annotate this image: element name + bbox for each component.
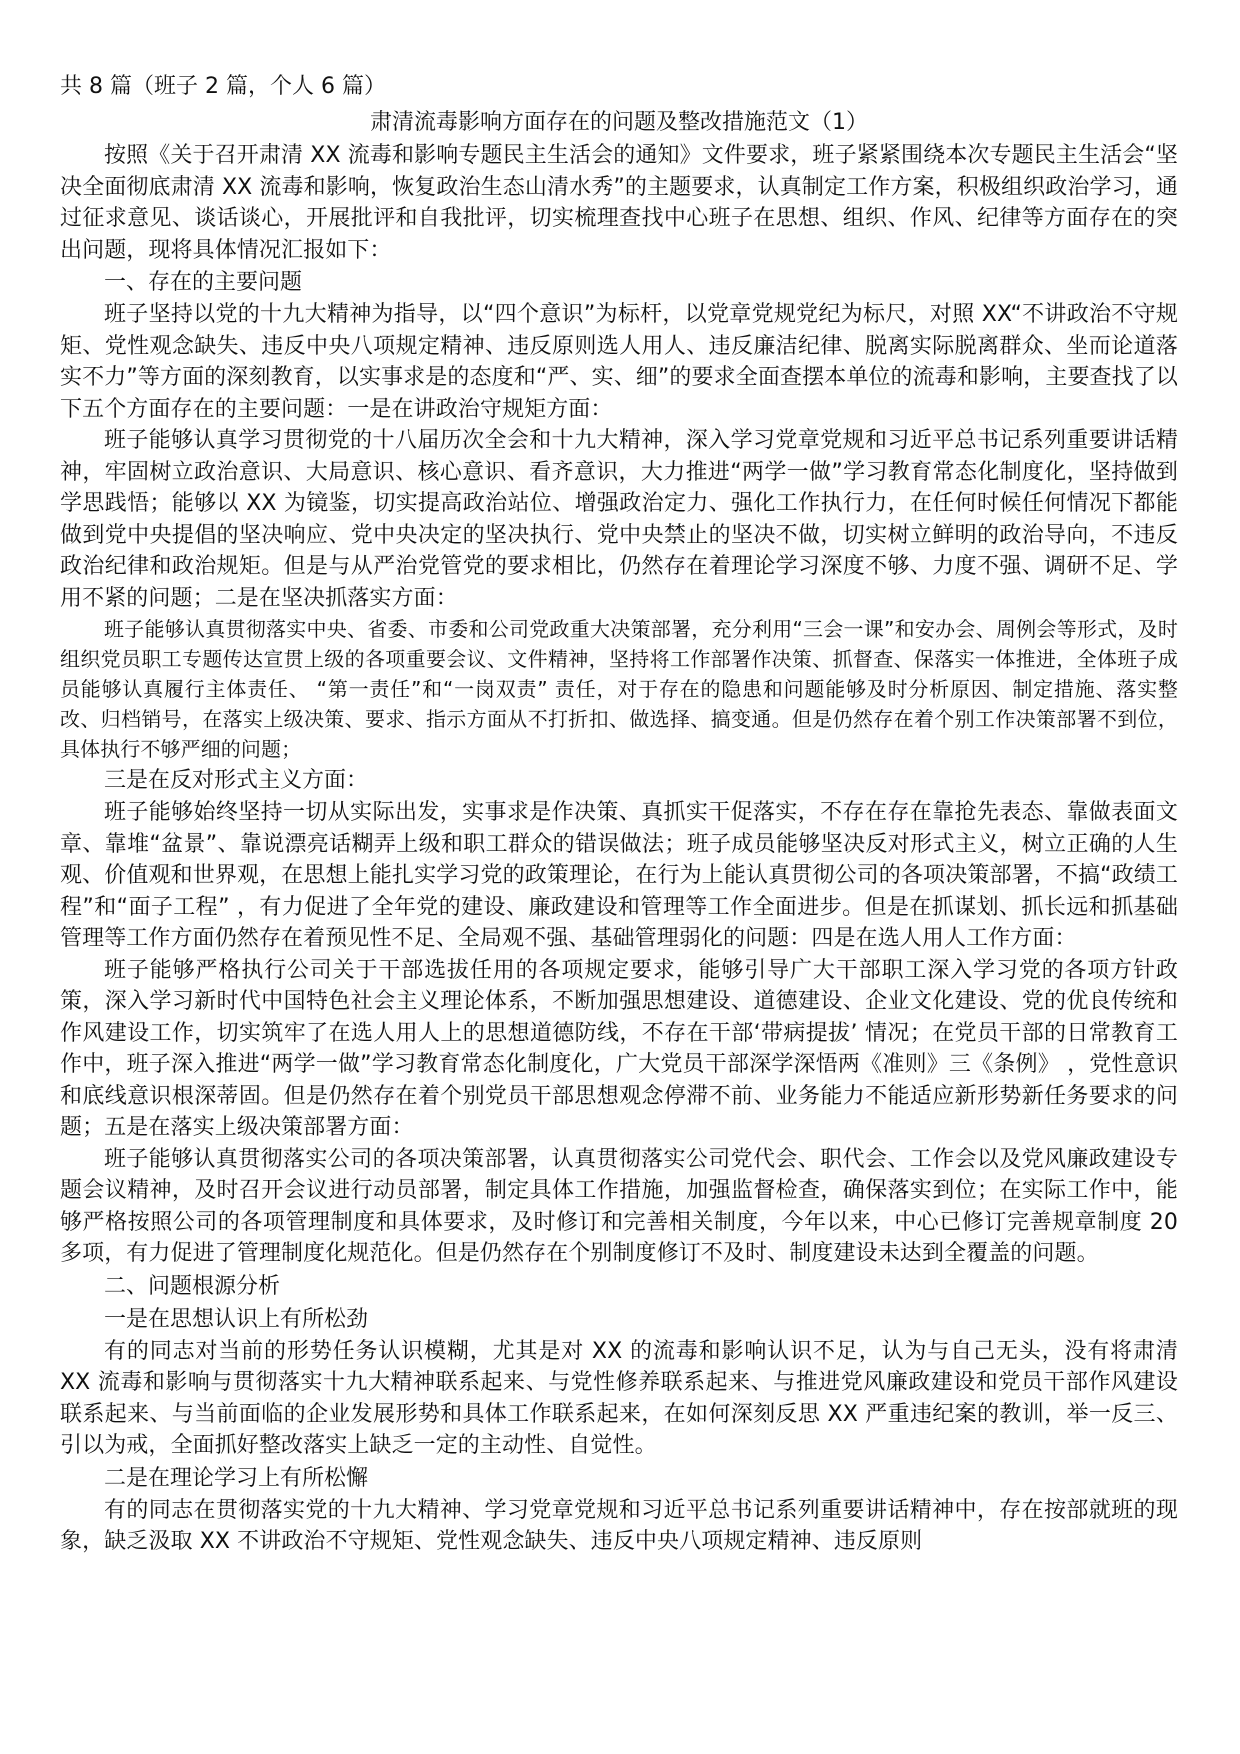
section-heading-main-problems: 一、存在的主要问题 [104, 270, 303, 295]
body-paragraph: 有的同志在贯彻落实党的十九大精神、学习党章党规和习近平总书记系列重要讲话精神中，存在按部就班的现象，缺乏汲取 XX 不讲政治不守规矩、党性观念缺失、违反中央八项规定精神、违反原则 [60, 1497, 1178, 1554]
section-heading-root-causes: 二、问题根源分析 [104, 1273, 281, 1299]
body-paragraph: 班子能够始终坚持一切从实际出发，实事求是作决策、真抓实干促落实，不存在存在靠抢先表态、靠做表面文章、靠堆“盆景”、靠说漂亮话糊弄上级和职工群众的错误做法；班子成员能够坚决反对形式主义，树立正确的人生观、价值观和世界观，在思想上能扎实学习党的政策理论，在行为上能认真贯彻公司的各项决策部署，不搞“政绩工程”和“面子工程” ，有力促进了全年党的建设、廉政建设和管理等工作全面进步。但是在抓谋划、抓长远和抓基础管理等工作方面仍然存在着预见性不足、全局观不强、基础管理弱化的问题：四是在选人用人工作方面： [60, 800, 1178, 951]
body-paragraph: 班子能够认真学习贯彻党的十八届历次全会和十九大精神，深入学习党章党规和习近平总书记系列重要讲话精神，牢固树立政治意识、大局意识、核心意识、看齐意识，大力推进“两学一做”学习教育常态化制度化，坚持做到学思践悟；能够以 XX 为镜鉴，切实提高政治站位、增强政治定力、强化工作执行力，在任何时候任何情况下都能做到党中央提倡的坚决响应、党中央决定的坚决执行、党中央禁止的坚决不做，切实树立鲜明的政治导向，不违反政治纪律和政治规矩。但是与从严治党管党的要求相比，仍然存在着理论学习深度不够、力度不强、调研不足、学用不紧的问题；二是在坚决抓落实方面： [60, 428, 1178, 611]
subheading-ideological: 一是在思想认识上有所松劲 [104, 1306, 369, 1332]
document-title: 肃清流毒影响方面存在的问题及整改措施范文（1） [370, 110, 868, 135]
body-paragraph: 班子坚持以党的十九大精神为指导，以“四个意识”为标杆，以党章党规党纪为标尺，对照 XX“不讲政治不守规矩、党性观念缺失、违反中央八项规定精神、违反原则选人用人、违反廉洁纪律、脱离实际脱离群众、坐而论道落实不力”等方面的深刻教育，以实事求是的态度和“严、实、细”的要求全面查摆本单位的流毒和影响，主要查找了以下五个方面存在的主要问题：一是在讲政治守规矩方面： [60, 302, 1178, 422]
subheading-theory-study: 二是在理论学习上有所松懈 [104, 1465, 369, 1491]
body-paragraph: 班子能够严格执行公司关于干部选拔任用的各项规定要求，能够引导广大干部职工深入学习党的各项方针政策，深入学习新时代中国特色社会主义理论体系，不断加强思想建设、道德建设、企业文化建设、党的优良传统和作风建设工作，切实筑牢了在选人用人上的思想道德防线，不存在干部‘带病提拔’ 情况；在党员干部的日常教育工作中，班子深入推进“两学一做”学习教育常态化制度化，广大党员干部深学深悟两《准则》三《条例》 ，党性意识和底线意识根深蒂固。但是仍然存在着个别党员干部思想观念停滞不前、业务能力不能适应新形势新任务要求的问题；五是在落实上级决策部署方面： [60, 957, 1178, 1140]
body-paragraph: 有的同志对当前的形势任务认识模糊，尤其是对 XX 的流毒和影响认识不足，认为与自己无头，没有将肃清 XX 流毒和影响与贯彻落实十九大精神联系起来、与党性修养联系起来、与推进党风廉政建设和党员干部作风建设联系起来、与当前面临的企业发展形势和具体工作联系起来，在如何深刻反思 XX 严重违纪案的教训，举一反三、引以为戒，全面抓好整改落实上缺乏一定的主动性、自觉性。 [60, 1338, 1178, 1458]
subheading-formalism: 三是在反对形式主义方面： [104, 768, 369, 793]
document-page [60, 70, 1178, 1558]
body-paragraph: 班子能够认真贯彻落实中央、省委、市委和公司党政重大决策部署，充分利用“三会一课”和安办会、周例会等形式，及时组织党员职工专题传达宣贯上级的各项重要会议、文件精神，坚持将工作部署作决策、抓督查、保落实一体推进，全体班子成员能够认真履行主体责任、 “第一责任”和“一岗双责” 责任，对于存在的隐患和问题能够及时分析原因、制定措施、落实整改、归档销号，在落实上级决策、要求、指示方面从不打折扣、做选择、搞变通。但是仍然存在着个别工作决策部署不到位，具体执行不够严细的问题； [60, 617, 1178, 761]
body-paragraph: 班子能够认真贯彻落实公司的各项决策部署，认真贯彻落实公司党代会、职代会、工作会以及党风廉政建设专题会议精神，及时召开会议进行动员部署，制定具体工作措施，加强监督检查，确保落实到位；在实际工作中，能够严格按照公司的各项管理制度和具体要求，及时修订和完善相关制度，今年以来，中心已修订完善规章制度 20 多项，有力促进了管理制度化规范化。但是仍然存在个别制度修订不及时、制度建设未达到全覆盖的问题。 [60, 1146, 1178, 1266]
document-count-note: 共 8 篇（班子 2 篇，个人 6 篇） [60, 74, 386, 99]
intro-paragraph: 按照《关于召开肃清 XX 流毒和影响专题民主生活会的通知》文件要求，班子紧紧围绕本次专题民主生活会“坚决全面彻底肃清 XX 流毒和影响，恢复政治生态山清水秀”的主题要求，认真制定工作方案，积极组织政治学习，通过征求意见、谈话谈心，开展批评和自我批评，切实梳理查找中心班子在思想、组织、作风、纪律等方面存在的突出问题，现将具体情况汇报如下： [60, 143, 1178, 263]
